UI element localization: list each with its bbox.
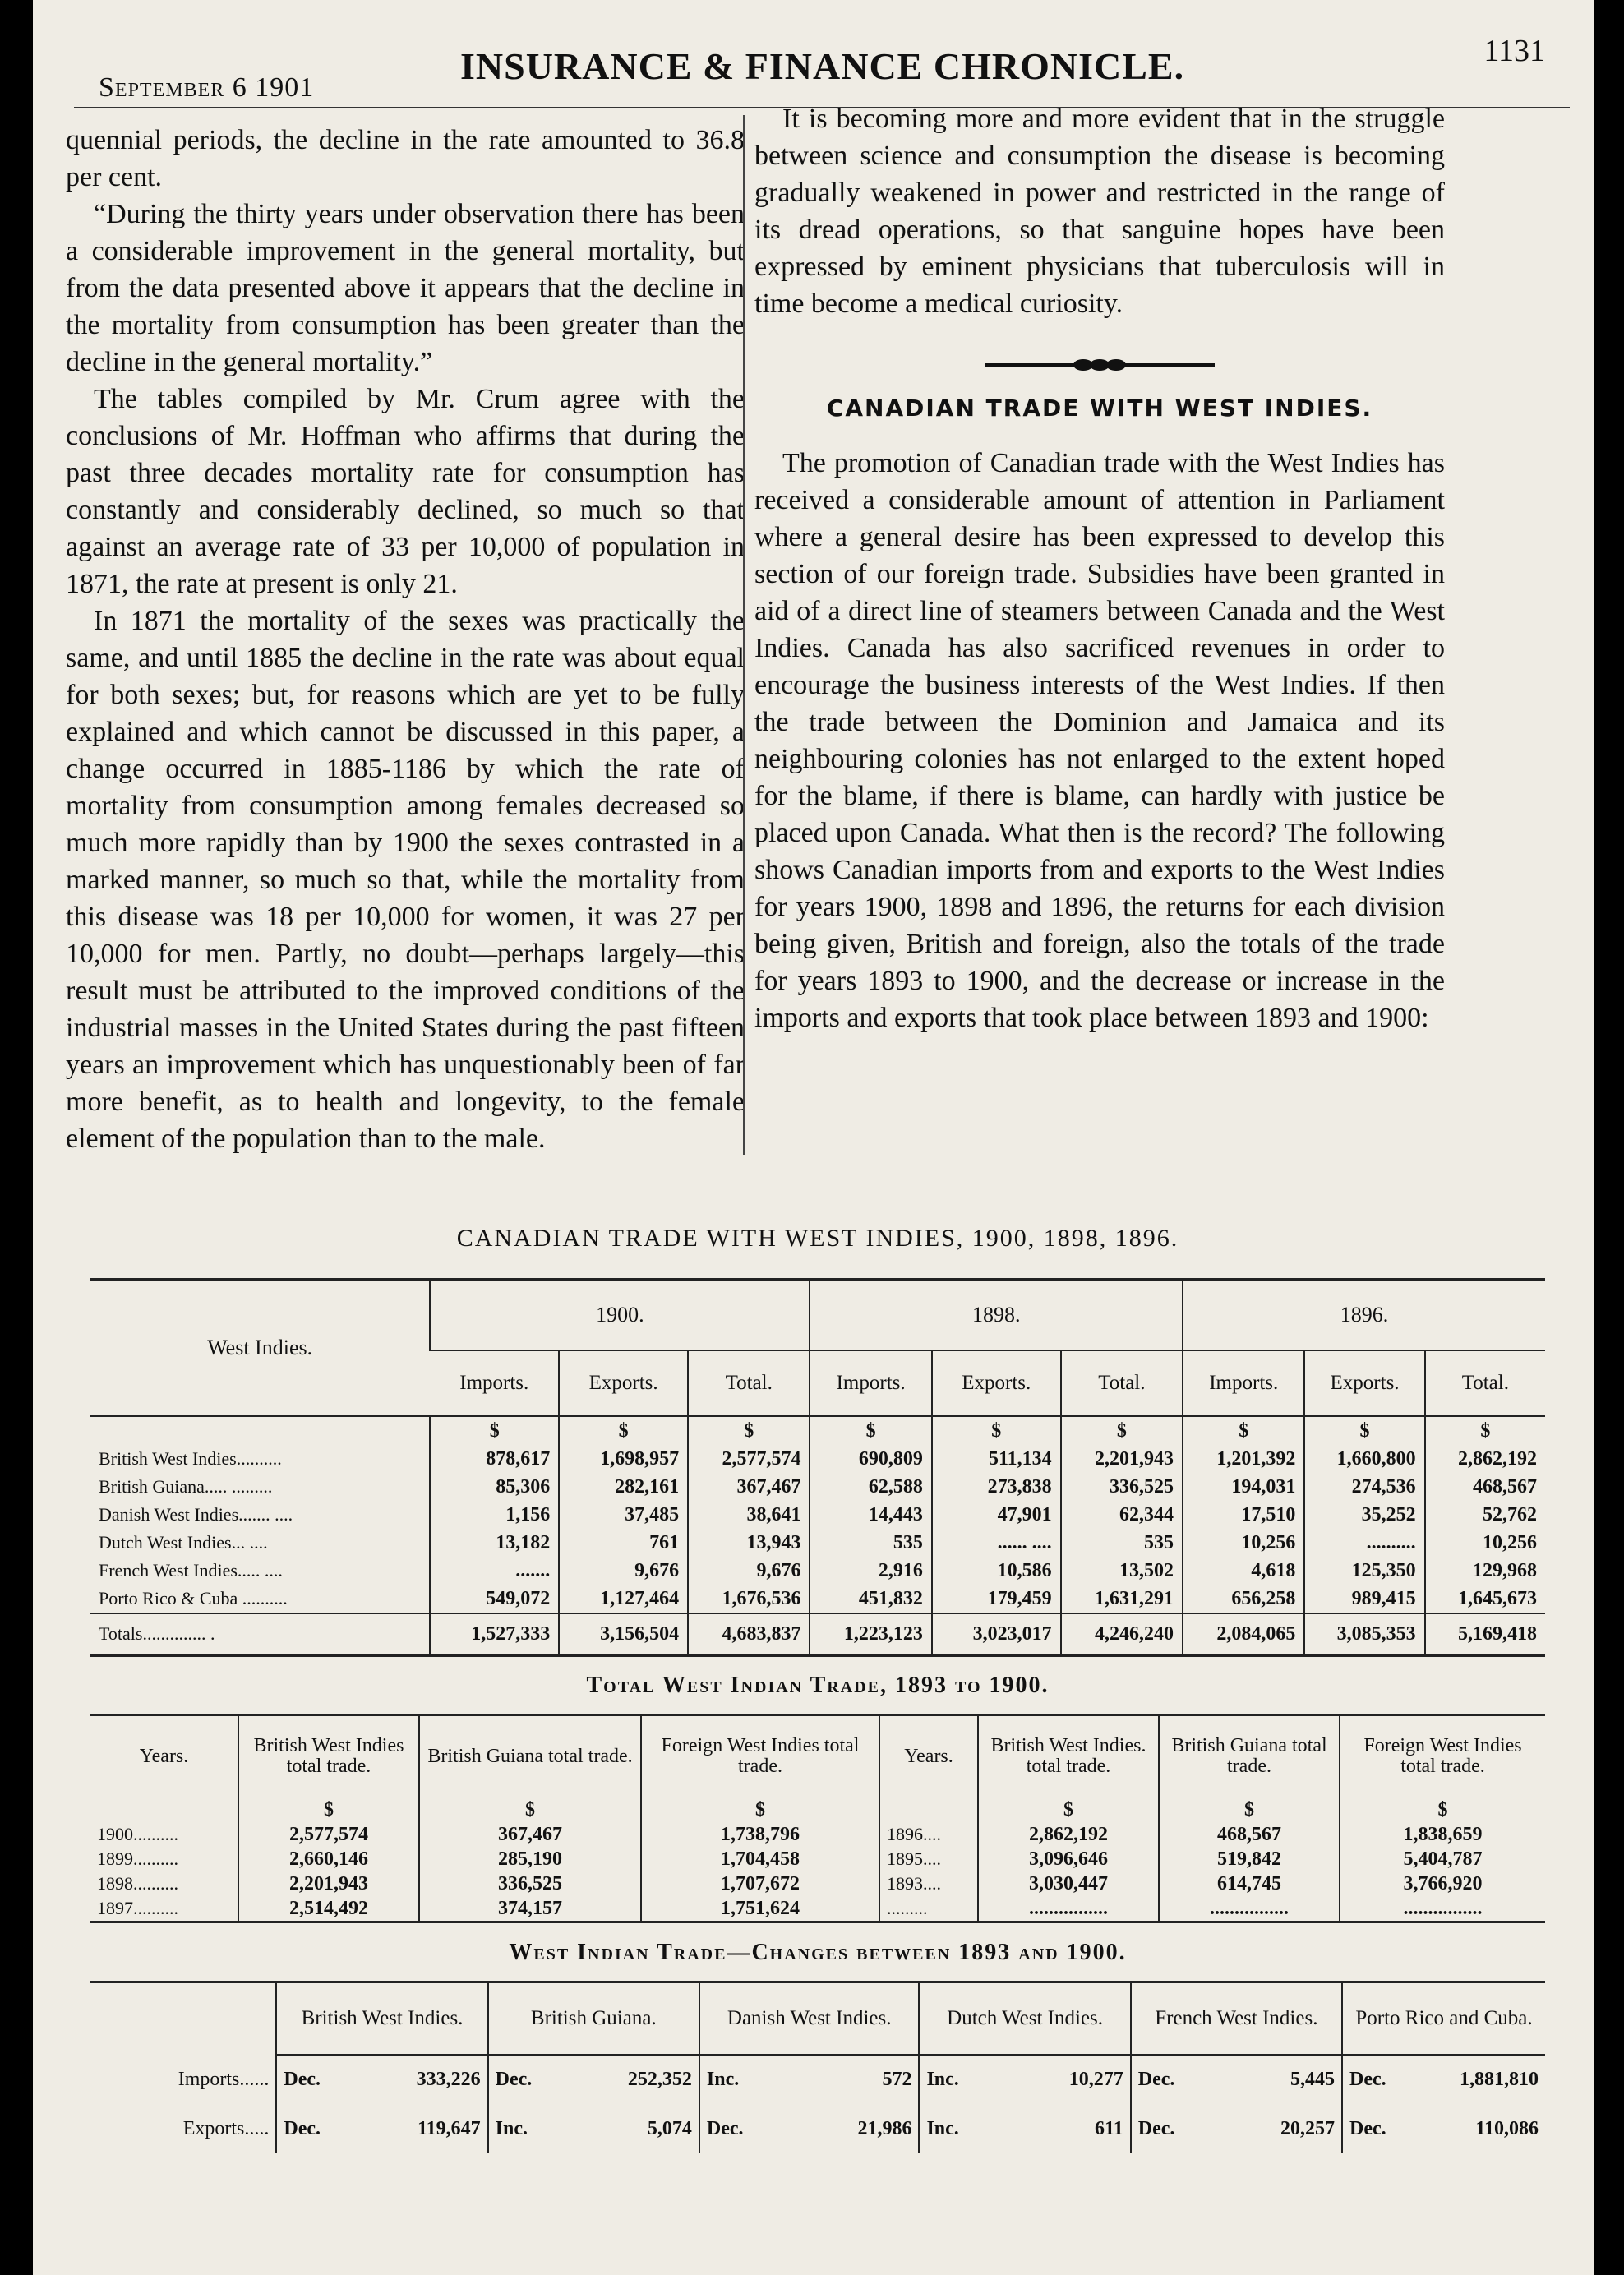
col-header: French West Indies. [1131, 1982, 1342, 2055]
total-cell: 4,246,240 [1061, 1613, 1183, 1656]
data-cell: 1,660,800 [1304, 1445, 1424, 1473]
data-cell: 179,459 [932, 1585, 1061, 1613]
table-row [90, 1501, 1545, 1529]
data-cell: 878,617 [430, 1445, 559, 1473]
table-row [90, 1557, 1545, 1585]
change-direction: Dec. [495, 2069, 533, 2090]
change-value: 611 [1095, 2117, 1123, 2139]
data-cell: 1,127,464 [559, 1585, 688, 1613]
region-label: British Guiana..... ......... [99, 1475, 273, 1497]
data-cell: 3,766,920 [1340, 1871, 1545, 1896]
data-cell: 13,943 [688, 1529, 810, 1557]
col-header: Dutch West Indies. [919, 1982, 1130, 2055]
table-row [90, 1847, 1545, 1871]
data-cell: 549,072 [430, 1585, 559, 1613]
data-cell: 336,525 [419, 1871, 641, 1896]
unit-label: $ [810, 1416, 931, 1445]
spacer-cell [90, 1982, 276, 2055]
data-cell: 451,832 [810, 1585, 931, 1613]
col-header: Total. [688, 1350, 810, 1416]
col-header: Years. [139, 1745, 189, 1767]
data-cell: 52,762 [1425, 1501, 1545, 1529]
unit-label: $ [1159, 1797, 1340, 1822]
unit-label: $ [419, 1797, 641, 1822]
col-header: Foreign West Indies total trade. [641, 1715, 879, 1797]
change-cell [488, 2104, 699, 2153]
change-direction: Dec. [284, 2117, 321, 2139]
year-label: 1896.... [879, 1822, 978, 1847]
data-cell: 1,201,392 [1183, 1445, 1304, 1473]
data-cell: 5,404,787 [1340, 1847, 1545, 1871]
change-cell [276, 2104, 487, 2153]
change-value: 5,074 [647, 2117, 692, 2139]
data-cell: 2,201,943 [1061, 1445, 1183, 1473]
data-cell: 38,641 [688, 1501, 810, 1529]
unit-label: $ [932, 1416, 1061, 1445]
unit-label: $ [978, 1797, 1159, 1822]
change-value: 21,986 [857, 2117, 912, 2139]
change-direction: Dec. [1137, 2069, 1175, 2090]
imports-row [90, 2055, 1545, 2104]
col-header: Years. [879, 1715, 978, 1797]
change-cell [1131, 2055, 1342, 2104]
unit-label: $ [1340, 1797, 1545, 1822]
change-cell [1131, 2104, 1342, 2153]
data-cell: 367,467 [688, 1473, 810, 1501]
data-cell: 468,567 [1425, 1473, 1545, 1501]
data-cell: 1,645,673 [1425, 1585, 1545, 1613]
table-row [90, 1529, 1545, 1557]
col-header: Total. [1061, 1350, 1183, 1416]
newspaper-page [33, 0, 1594, 2275]
data-cell: 2,577,574 [238, 1822, 419, 1847]
data-cell: 285,190 [419, 1847, 641, 1871]
year-label: 1895.... [879, 1847, 978, 1871]
region-label: French West Indies..... .... [99, 1559, 283, 1581]
year-label: 1893.... [879, 1871, 978, 1896]
table-row [90, 1822, 1545, 1847]
col-header: British West Indies total trade. [238, 1715, 419, 1797]
unit-label: $ [1304, 1416, 1424, 1445]
data-cell: 535 [810, 1529, 931, 1557]
col-header: British Guiana total trade. [419, 1715, 641, 1797]
data-cell: 519,842 [1159, 1847, 1340, 1871]
ornament-divider [754, 340, 1445, 385]
issue-date: September 6 1901 [99, 72, 315, 103]
table1 [90, 1278, 1545, 1657]
paragraph: “During the thirty years under observation there has been a considerable improvement in the general mortality, but from the data presented above it appears that the decline in the mortality from consumption has been greater than the decline in the general mortality.” [66, 199, 745, 377]
change-cell [488, 2055, 699, 2104]
unit-label: $ [688, 1416, 810, 1445]
page-header [66, 33, 1578, 107]
change-value: 119,647 [417, 2117, 481, 2139]
change-value: 110,086 [1475, 2117, 1539, 2139]
col-header: Imports. [1183, 1350, 1304, 1416]
data-cell: .......... [1304, 1529, 1424, 1557]
paragraph: It is becoming more and more evident that in the struggle between science and consumption the disease is becoming gradually weakened in power and restricted in the range of its dread operations, so that sanguine hopes have been expressed by eminent physicians that tuberculosis will in time become a medical curiosity. [754, 104, 1445, 319]
change-direction: Dec. [1137, 2117, 1175, 2139]
total-cell: 3,023,017 [932, 1613, 1061, 1656]
data-cell: 2,862,192 [1425, 1445, 1545, 1473]
unit-label: $ [1061, 1416, 1183, 1445]
data-cell: 1,751,624 [641, 1896, 879, 1922]
data-cell: 47,901 [932, 1501, 1061, 1529]
change-cell [919, 2055, 1130, 2104]
data-cell: 62,344 [1061, 1501, 1183, 1529]
change-direction: Dec. [1349, 2117, 1386, 2139]
data-cell: 13,502 [1061, 1557, 1183, 1585]
col-header: Imports. [430, 1350, 559, 1416]
total-cell: 1,223,123 [810, 1613, 931, 1656]
data-cell: 2,201,943 [238, 1871, 419, 1896]
section-title: CANADIAN TRADE WITH WEST INDIES. [826, 395, 1373, 422]
change-direction: Inc. [706, 2069, 740, 2090]
year-label: 1899.......... [97, 1848, 178, 1869]
spacer-cell [879, 1797, 978, 1822]
table3-title: West Indian Trade—Changes between 1893 and 1900. [509, 1940, 1127, 1965]
data-cell: 336,525 [1061, 1473, 1183, 1501]
data-cell: 274,536 [1304, 1473, 1424, 1501]
data-cell: 194,031 [1183, 1473, 1304, 1501]
change-direction: Inc. [926, 2117, 959, 2139]
col-header: Foreign West Indies total trade. [1340, 1715, 1545, 1797]
unit-label: $ [1183, 1416, 1304, 1445]
change-value: 5,445 [1290, 2069, 1335, 2090]
data-cell: 367,467 [419, 1822, 641, 1847]
data-cell: 468,567 [1159, 1822, 1340, 1847]
change-value: 333,226 [416, 2069, 481, 2090]
data-cell: 2,577,574 [688, 1445, 810, 1473]
data-cell: 17,510 [1183, 1501, 1304, 1529]
data-cell: 374,157 [419, 1896, 641, 1922]
data-cell: 690,809 [810, 1445, 931, 1473]
region-label: Danish West Indies....... .... [99, 1503, 293, 1525]
total-cell: 4,683,837 [688, 1613, 810, 1656]
data-cell: 129,968 [1425, 1557, 1545, 1585]
year-label: 1897.......... [97, 1897, 178, 1918]
table-row [90, 1445, 1545, 1473]
table3 [90, 1981, 1545, 2153]
col-header: Exports. [1304, 1350, 1424, 1416]
change-direction: Dec. [706, 2117, 744, 2139]
data-cell: ................ [978, 1896, 1159, 1922]
page-number: 1131 [1483, 34, 1545, 68]
data-cell: 1,707,672 [641, 1871, 879, 1896]
change-value: 572 [882, 2069, 912, 2090]
col-header: Danish West Indies. [699, 1982, 920, 2055]
data-cell: 3,030,447 [978, 1871, 1159, 1896]
paragraph: In 1871 the mortality of the sexes was practically the same, and until 1885 the decline in the rate was about equal for both sexes; but, for reasons which are yet to be fully explained and which cannot be discussed in this paper, a change occurred in 1885-1186 by which the rate of mortality from consumption among females decreased so much more rapidly than by 1900 the sexes contrasted in a marked manner, so much so that, while the mortality from this disease was 18 per 10,000 for women, it was 27 per 10,000 for men. Partly, no doubt—perhaps largely—this result must be attributed to the improved conditions of the industrial masses in the United States during the past fifteen years an improvement which has unquestionably been of far more benefit, as to health and longevity, to the female element of the population than to the male. [66, 606, 745, 1154]
change-cell [1342, 2055, 1545, 2104]
table2 [90, 1714, 1545, 1923]
col-header: Total. [1425, 1350, 1545, 1416]
data-cell: 2,916 [810, 1557, 931, 1585]
data-cell: 35,252 [1304, 1501, 1424, 1529]
row-label: Exports..... [182, 2117, 270, 2139]
total-cell: 3,156,504 [559, 1613, 688, 1656]
col-header: British Guiana. [488, 1982, 699, 2055]
col-header: Imports. [810, 1350, 931, 1416]
data-cell: ................ [1159, 1896, 1340, 1922]
col-header: Exports. [559, 1350, 688, 1416]
col-header: British West Indies. total trade. [978, 1715, 1159, 1797]
data-cell: 4,618 [1183, 1557, 1304, 1585]
totals-row [90, 1613, 1545, 1656]
data-cell: 85,306 [430, 1473, 559, 1501]
year-label: ......... [879, 1896, 978, 1922]
change-cell [699, 2055, 920, 2104]
data-cell: 9,676 [559, 1557, 688, 1585]
table-row [90, 1473, 1545, 1501]
data-cell: ...... .... [932, 1529, 1061, 1557]
paragraph: The tables compiled by Mr. Crum agree with the conclusions of Mr. Hoffman who affirms that during the past three decades mortality rate for consumption has constantly and considerably declined, so much so that against an average rate of 33 per 10,000 of population in 1871, the rate at present is only 21. [66, 384, 745, 599]
col-header: British Guiana total trade. [1159, 1715, 1340, 1797]
data-cell: 1,704,458 [641, 1847, 879, 1871]
data-cell: 13,182 [430, 1529, 559, 1557]
data-cell: 535 [1061, 1529, 1183, 1557]
change-cell [1342, 2104, 1545, 2153]
unit-label: $ [430, 1416, 559, 1445]
data-cell: 10,256 [1183, 1529, 1304, 1557]
table2-title: Total West Indian Trade, 1893 to 1900. [586, 1673, 1050, 1698]
change-cell [699, 2104, 920, 2153]
data-cell: 125,350 [1304, 1557, 1424, 1585]
data-cell: ................ [1340, 1896, 1545, 1922]
data-cell: 1,738,796 [641, 1822, 879, 1847]
year-label: 1898.......... [97, 1872, 178, 1894]
data-cell: 2,862,192 [978, 1822, 1159, 1847]
data-cell: 614,745 [1159, 1871, 1340, 1896]
data-cell: 989,415 [1304, 1585, 1424, 1613]
data-cell: 1,156 [430, 1501, 559, 1529]
unit-label: $ [559, 1416, 688, 1445]
total-cell: 2,084,065 [1183, 1613, 1304, 1656]
col-header: Exports. [932, 1350, 1061, 1416]
year-header: 1896. [1183, 1280, 1545, 1350]
data-cell: 3,096,646 [978, 1847, 1159, 1871]
region-label: British West Indies.......... [99, 1447, 282, 1469]
change-cell [276, 2055, 487, 2104]
total-cell: 1,527,333 [430, 1613, 559, 1656]
year-header: 1900. [430, 1280, 810, 1350]
totals-label: Totals.............. . [90, 1613, 430, 1656]
data-cell: 511,134 [932, 1445, 1061, 1473]
data-cell: 1,838,659 [1340, 1822, 1545, 1847]
change-value: 1,881,810 [1460, 2069, 1539, 2090]
table-row [90, 1896, 1545, 1922]
region-label: Porto Rico & Cuba .......... [99, 1587, 288, 1608]
change-value: 20,257 [1280, 2117, 1335, 2139]
year-header: 1898. [810, 1280, 1183, 1350]
data-cell: 761 [559, 1529, 688, 1557]
col-header: British West Indies. [276, 1982, 487, 2055]
right-column [754, 100, 1445, 1036]
paragraph: The promotion of Canadian trade with the West Indies has received a considerable amount of attention in Parliament where a general desire has been expressed to develop this section of our foreign trade. Subsidies have been granted in aid of a direct line of steamers between Canada and the West Indies. Canada has also sacrificed revenues in order to encourage the business interests of the West Indies. If then the trade between the Dominion and Jamaica and its neighbouring colonies has not enlarged to the extent hoped for the blame, if there is blame, can hardly with justice be placed upon Canada. What then is the record? The following shows Canadian imports from and exports to the West Indies for years 1900, 1898 and 1896, the returns for each division being given, British and foreign, also the totals of the trade for years 1893 to 1900, and the decrease or increase in the imports and exports that took place between 1893 and 1900: [754, 448, 1445, 1033]
row-label: Imports...... [178, 2068, 270, 2090]
change-direction: Dec. [1349, 2069, 1386, 2090]
total-cell: 5,169,418 [1425, 1613, 1545, 1656]
data-cell: 9,676 [688, 1557, 810, 1585]
table-row [90, 1585, 1545, 1613]
change-direction: Dec. [284, 2069, 321, 2090]
data-cell: 2,514,492 [238, 1896, 419, 1922]
spacer-cell [90, 1416, 430, 1445]
west-indies-header: West Indies. [90, 1280, 430, 1416]
data-cell: ....... [430, 1557, 559, 1585]
data-cell: 10,256 [1425, 1529, 1545, 1557]
data-cell: 62,588 [810, 1473, 931, 1501]
exports-row [90, 2104, 1545, 2153]
change-value: 10,277 [1068, 2069, 1123, 2090]
table1-title: CANADIAN TRADE WITH WEST INDIES, 1900, 1898, 1896. [456, 1225, 1179, 1252]
publication-title: INSURANCE & FINANCE CHRONICLE. [460, 45, 1185, 87]
col-header: Porto Rico and Cuba. [1342, 1982, 1545, 2055]
change-direction: Inc. [495, 2117, 528, 2139]
change-value: 252,352 [627, 2069, 692, 2090]
unit-label: $ [641, 1797, 879, 1822]
data-cell: 37,485 [559, 1501, 688, 1529]
data-cell: 1,676,536 [688, 1585, 810, 1613]
change-direction: Inc. [926, 2069, 959, 2090]
spacer-cell [90, 1797, 238, 1822]
total-cell: 3,085,353 [1304, 1613, 1424, 1656]
left-column [66, 122, 745, 1157]
unit-label: $ [238, 1797, 419, 1822]
unit-label: $ [1425, 1416, 1545, 1445]
data-cell: 1,631,291 [1061, 1585, 1183, 1613]
units-row [90, 1797, 1545, 1822]
data-cell: 2,660,146 [238, 1847, 419, 1871]
ornament-rule-icon [985, 357, 1215, 373]
table-row [90, 1871, 1545, 1896]
data-cell: 1,698,957 [559, 1445, 688, 1473]
data-cell: 14,443 [810, 1501, 931, 1529]
data-cell: 10,586 [932, 1557, 1061, 1585]
column-divider [743, 115, 745, 1155]
region-label: Dutch West Indies... .... [99, 1531, 268, 1553]
paragraph: quennial periods, the decline in the rate amounted to 36.8 per cent. [66, 125, 745, 192]
change-cell [919, 2104, 1130, 2153]
data-cell: 656,258 [1183, 1585, 1304, 1613]
year-label: 1900.......... [97, 1823, 178, 1844]
data-cell: 273,838 [932, 1473, 1061, 1501]
data-cell: 282,161 [559, 1473, 688, 1501]
